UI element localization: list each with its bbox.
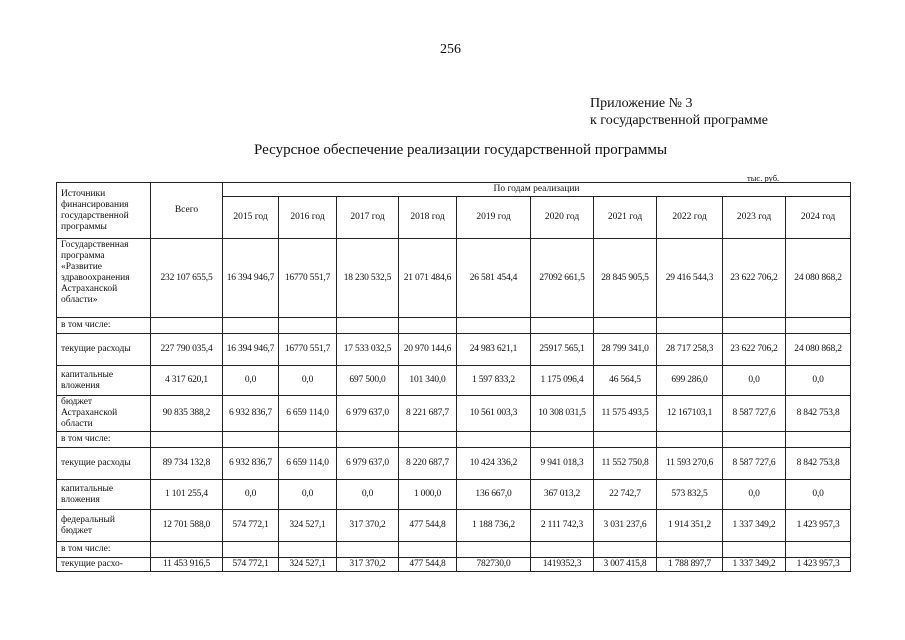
cell-value [657,318,723,334]
cell-value: 9 941 018,3 [531,448,594,480]
cell-value: 0,0 [279,480,337,510]
header-row-1 [57,183,851,197]
header-year: 2015 год [223,197,279,239]
cell-value: 1 423 957,3 [786,510,851,542]
row-label: капитальные вложения [57,480,151,510]
cell-value: 6 932 836,7 [223,448,279,480]
cell-value: 16770 551,7 [279,334,337,366]
cell-value [657,542,723,558]
cell-value [337,432,399,448]
header-year: 2022 год [657,197,723,239]
header-year: 2019 год [457,197,531,239]
cell-value [457,432,531,448]
cell-value: 8 842 753,8 [786,396,851,432]
table-row [57,334,851,366]
row-total: 1 101 255,4 [151,480,223,510]
cell-value: 11 575 493,5 [594,396,657,432]
table-row [57,432,851,448]
cell-value: 0,0 [279,366,337,396]
header-year: 2024 год [786,197,851,239]
cell-value: 477 544,8 [399,510,457,542]
units-label: тыс. руб. [747,173,780,183]
table-row [57,542,851,558]
cell-value [531,542,594,558]
cell-value: 17 533 032,5 [337,334,399,366]
cell-value [657,432,723,448]
appendix-line-1: Приложение № 3 [590,96,693,111]
row-total: 227 790 035,4 [151,334,223,366]
cell-value: 699 286,0 [657,366,723,396]
header-year: 2020 год [531,197,594,239]
row-total: 12 701 588,0 [151,510,223,542]
cell-value: 8 842 753,8 [786,448,851,480]
header-year: 2017 год [337,197,399,239]
cell-value: 6 659 114,0 [279,448,337,480]
cell-value: 16 394 946,7 [223,334,279,366]
cell-value: 1 597 833,2 [457,366,531,396]
cell-value: 367 013,2 [531,480,594,510]
cell-value [786,542,851,558]
row-label: капитальные вложения [57,366,151,396]
cell-value: 1 914 351,2 [657,510,723,542]
cell-value: 6 979 637,0 [337,448,399,480]
table-row [57,366,851,396]
cell-value: 6 979 637,0 [337,396,399,432]
cell-value [594,318,657,334]
cell-value: 24 983 621,1 [457,334,531,366]
cell-value: 10 308 031,5 [531,396,594,432]
cell-value: 1 000,0 [399,480,457,510]
cell-value: 1 337 349,2 [723,510,786,542]
cell-value: 324 527,1 [279,558,337,572]
table-row [57,558,851,572]
cell-value: 573 832,5 [657,480,723,510]
appendix-heading [590,95,768,129]
cell-value: 25917 565,1 [531,334,594,366]
cell-value [531,318,594,334]
cell-value: 21 071 484,6 [399,239,457,318]
row-total: 11 453 916,5 [151,558,223,572]
cell-value: 0,0 [786,480,851,510]
row-total: 89 734 132,8 [151,448,223,480]
cell-value: 324 527,1 [279,510,337,542]
document-title: Ресурсное обеспечение реализации государственной программы [254,142,668,158]
cell-value [337,542,399,558]
row-total [151,318,223,334]
cell-value: 11 593 270,6 [657,448,723,480]
cell-value: 6 932 836,7 [223,396,279,432]
cell-value: 1 423 957,3 [786,558,851,572]
cell-value: 24 080 868,2 [786,239,851,318]
cell-value: 0,0 [223,366,279,396]
header-year: 2021 год [594,197,657,239]
cell-value: 20 970 144,6 [399,334,457,366]
row-label: текущие расходы [57,334,151,366]
row-total: 232 107 655,5 [151,239,223,318]
table-row [57,318,851,334]
cell-value: 0,0 [723,366,786,396]
header-year: 2016 год [279,197,337,239]
cell-value: 8 587 727,6 [723,396,786,432]
cell-value: 477 544,8 [399,558,457,572]
cell-value: 12 167103,1 [657,396,723,432]
cell-value [279,542,337,558]
cell-value: 317 370,2 [337,558,399,572]
row-total [151,542,223,558]
table-row [57,480,851,510]
cell-value [723,542,786,558]
cell-value [399,542,457,558]
cell-value: 28 845 905,5 [594,239,657,318]
cell-value: 10 561 003,3 [457,396,531,432]
row-total [151,432,223,448]
header-source: Источники финансирования государственной программы [57,183,151,239]
cell-value: 24 080 868,2 [786,334,851,366]
cell-value: 1 175 096,4 [531,366,594,396]
cell-value: 28 799 341,0 [594,334,657,366]
cell-value: 11 552 750,8 [594,448,657,480]
cell-value: 1 188 736,2 [457,510,531,542]
row-label: в том числе: [57,432,151,448]
cell-value [279,432,337,448]
cell-value [457,542,531,558]
cell-value: 29 416 544,3 [657,239,723,318]
cell-value: 18 230 532,5 [337,239,399,318]
header-total: Всего [151,183,223,239]
cell-value: 23 622 706,2 [723,334,786,366]
row-label: текущие расходы [57,448,151,480]
cell-value [594,432,657,448]
header-years-group: По годам реализации [223,183,851,197]
row-total: 90 835 388,2 [151,396,223,432]
cell-value: 6 659 114,0 [279,396,337,432]
cell-value: 16 394 946,7 [223,239,279,318]
cell-value: 0,0 [223,480,279,510]
row-label: текущие расхо- [57,558,151,572]
cell-value [279,318,337,334]
cell-value [531,432,594,448]
row-total: 4 317 620,1 [151,366,223,396]
cell-value: 26 581 454,4 [457,239,531,318]
cell-value: 782730,0 [457,558,531,572]
cell-value: 27092 661,5 [531,239,594,318]
cell-value: 101 340,0 [399,366,457,396]
cell-value: 3 007 415,8 [594,558,657,572]
cell-value: 136 667,0 [457,480,531,510]
row-label: в том числе: [57,318,151,334]
cell-value: 2 111 742,3 [531,510,594,542]
row-label: в том числе: [57,542,151,558]
cell-value: 0,0 [723,480,786,510]
cell-value [723,318,786,334]
header-year: 2023 год [723,197,786,239]
cell-value [594,542,657,558]
appendix-line-2: к государственной программе [590,113,768,128]
cell-value: 8 587 727,6 [723,448,786,480]
cell-value: 46 564,5 [594,366,657,396]
table-row [57,448,851,480]
cell-value: 1419352,3 [531,558,594,572]
cell-value [786,318,851,334]
cell-value: 0,0 [786,366,851,396]
cell-value: 317 370,2 [337,510,399,542]
cell-value: 16770 551,7 [279,239,337,318]
table-row [57,239,851,318]
cell-value: 0,0 [337,480,399,510]
cell-value: 23 622 706,2 [723,239,786,318]
cell-value [223,542,279,558]
row-label: федеральный бюджет [57,510,151,542]
cell-value: 574 772,1 [223,510,279,542]
cell-value: 28 717 258,3 [657,334,723,366]
cell-value [399,432,457,448]
cell-value [223,432,279,448]
cell-value [223,318,279,334]
table-row [57,396,851,432]
resource-table [56,182,851,572]
cell-value: 10 424 336,2 [457,448,531,480]
cell-value: 1 788 897,7 [657,558,723,572]
cell-value: 22 742,7 [594,480,657,510]
cell-value: 3 031 237,6 [594,510,657,542]
table-row [57,510,851,542]
cell-value: 8 220 687,7 [399,448,457,480]
cell-value [786,432,851,448]
cell-value: 8 221 687,7 [399,396,457,432]
cell-value: 1 337 349,2 [723,558,786,572]
header-year: 2018 год [399,197,457,239]
cell-value: 697 500,0 [337,366,399,396]
row-label: Государственная программа «Развитие здравоохранения Астраханской области» [57,239,151,318]
cell-value [399,318,457,334]
row-label: бюджет Астраханской области [57,396,151,432]
cell-value [723,432,786,448]
page-number: 256 [440,42,461,57]
cell-value [457,318,531,334]
cell-value: 574 772,1 [223,558,279,572]
cell-value [337,318,399,334]
